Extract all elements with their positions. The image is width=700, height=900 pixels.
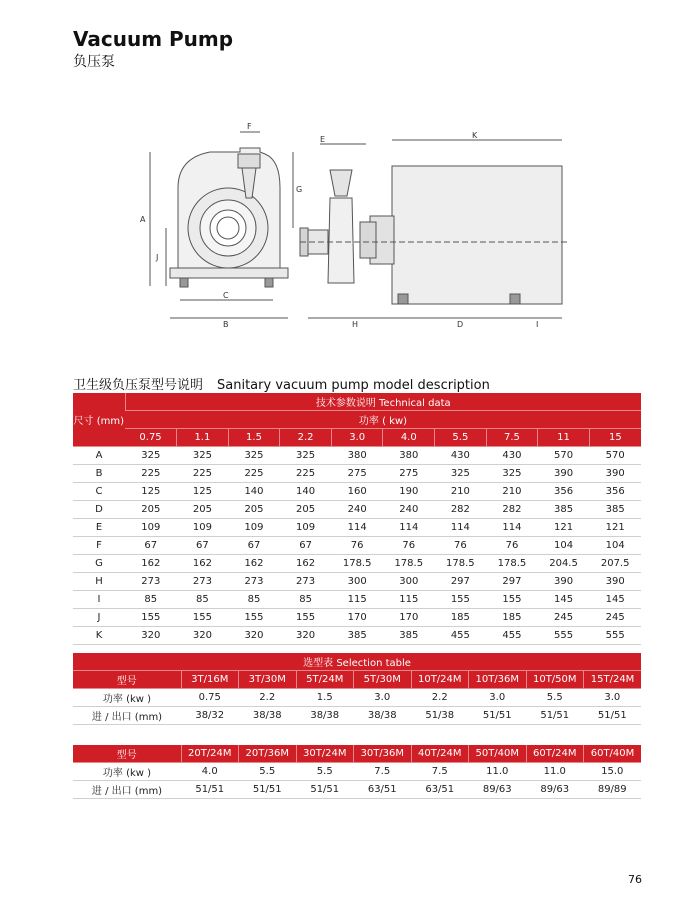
table-cell: 3.0	[469, 689, 527, 707]
pump-side-view	[300, 140, 570, 318]
table-row	[73, 689, 641, 707]
table-cell: 325	[228, 447, 280, 465]
row-label: B	[73, 465, 125, 483]
table-cell: 390	[589, 465, 641, 483]
table-cell: 51/51	[296, 781, 354, 799]
table-cell: 76	[331, 537, 383, 555]
table-cell: 162	[177, 555, 229, 573]
table-row	[73, 519, 641, 537]
table-cell: 205	[280, 501, 332, 519]
table-cell: 115	[331, 591, 383, 609]
table-cell: 3.0	[354, 689, 412, 707]
table-cell: 1.5	[296, 689, 354, 707]
selection-banner: 选型表 Selection table	[73, 653, 641, 671]
table-cell: 178.5	[486, 555, 538, 573]
table-cell: 325	[125, 447, 177, 465]
table-cell: 325	[486, 465, 538, 483]
table-cell: 190	[383, 483, 435, 501]
power-header-cell: 4.0	[383, 429, 435, 447]
table-row	[73, 555, 641, 573]
table-cell: 11.0	[469, 763, 527, 781]
model-header-label: 型号	[73, 671, 181, 689]
power-header-cell: 1.1	[177, 429, 229, 447]
table-row	[73, 591, 641, 609]
dim-label-a: A	[140, 215, 146, 224]
table-row	[73, 501, 641, 519]
table-cell: 273	[125, 573, 177, 591]
table-cell: 320	[125, 627, 177, 645]
table-row	[73, 763, 641, 781]
table-cell: 385	[589, 501, 641, 519]
model-header-cell: 10T/24M	[411, 671, 469, 689]
table-cell: 356	[589, 483, 641, 501]
table-cell: 385	[383, 627, 435, 645]
model-header-row	[73, 745, 641, 763]
table-cell: 320	[280, 627, 332, 645]
table-cell: 297	[435, 573, 487, 591]
table-row	[73, 573, 641, 591]
dim-label-j: J	[156, 253, 159, 262]
table-cell: 225	[177, 465, 229, 483]
table-cell: 178.5	[383, 555, 435, 573]
table-cell: 225	[280, 465, 332, 483]
table-cell: 390	[589, 573, 641, 591]
table-cell: 205	[177, 501, 229, 519]
model-header-cell: 5T/24M	[296, 671, 354, 689]
row-label: 进 / 出口 (mm)	[73, 781, 181, 799]
row-label: 功率 (kw )	[73, 763, 181, 781]
table-cell: 282	[486, 501, 538, 519]
table-cell: 5.5	[239, 763, 297, 781]
table-cell: 51/38	[411, 707, 469, 725]
table-row	[73, 707, 641, 725]
power-header-cell: 5.5	[435, 429, 487, 447]
table-cell: 67	[280, 537, 332, 555]
row-label: K	[73, 627, 125, 645]
table-cell: 178.5	[435, 555, 487, 573]
table-row	[73, 465, 641, 483]
power-values-row	[73, 429, 641, 447]
table-cell: 155	[280, 609, 332, 627]
table-cell: 38/32	[181, 707, 239, 725]
power-header-cell: 2.2	[280, 429, 332, 447]
row-label: F	[73, 537, 125, 555]
table-cell: 89/63	[469, 781, 527, 799]
dim-label-f: F	[247, 122, 252, 131]
power-header-cell: 7.5	[486, 429, 538, 447]
table-cell: 390	[538, 573, 590, 591]
table-cell: 114	[435, 519, 487, 537]
table-cell: 210	[435, 483, 487, 501]
table-cell: 85	[228, 591, 280, 609]
table-cell: 85	[177, 591, 229, 609]
model-header-cell: 30T/24M	[296, 745, 354, 763]
table-cell: 38/38	[239, 707, 297, 725]
model-header-cell: 10T/36M	[469, 671, 527, 689]
model-header-cell: 3T/30M	[239, 671, 297, 689]
dim-label-d: D	[457, 320, 464, 329]
power-header-cell: 11	[538, 429, 590, 447]
table-row	[73, 609, 641, 627]
table-cell: 125	[177, 483, 229, 501]
technical-banner: 技术参数说明 Technical data	[125, 393, 641, 411]
section-heading-cn: 卫生级负压泵型号说明	[73, 378, 204, 393]
table-cell: 67	[228, 537, 280, 555]
table-cell: 121	[538, 519, 590, 537]
table-cell: 245	[538, 609, 590, 627]
table-cell: 380	[383, 447, 435, 465]
row-label: J	[73, 609, 125, 627]
row-label: G	[73, 555, 125, 573]
table-cell: 170	[331, 609, 383, 627]
table-cell: 207.5	[589, 555, 641, 573]
table-cell: 2.2	[239, 689, 297, 707]
table-cell: 430	[435, 447, 487, 465]
table-cell: 273	[228, 573, 280, 591]
table-cell: 240	[331, 501, 383, 519]
table-cell: 114	[383, 519, 435, 537]
table-row	[73, 781, 641, 799]
table-cell: 300	[331, 573, 383, 591]
table-cell: 555	[589, 627, 641, 645]
table-cell: 109	[280, 519, 332, 537]
model-header-cell: 10T/50M	[526, 671, 584, 689]
table-cell: 0.75	[181, 689, 239, 707]
table-cell: 51/51	[469, 707, 527, 725]
table-cell: 178.5	[331, 555, 383, 573]
power-header-cell: 0.75	[125, 429, 177, 447]
section-heading-en: Sanitary vacuum pump model description	[217, 378, 490, 393]
table-cell: 5.5	[526, 689, 584, 707]
table-row	[73, 627, 641, 645]
table-cell: 155	[177, 609, 229, 627]
table-cell: 185	[486, 609, 538, 627]
row-label: 进 / 出口 (mm)	[73, 707, 181, 725]
pump-front-view	[150, 132, 293, 318]
table-cell: 390	[538, 465, 590, 483]
table-cell: 5.5	[296, 763, 354, 781]
table-cell: 63/51	[411, 781, 469, 799]
model-header-cell: 30T/36M	[354, 745, 412, 763]
dim-label-g: G	[296, 185, 303, 194]
dim-label-b: B	[223, 320, 229, 329]
table-cell: 240	[383, 501, 435, 519]
table-cell: 67	[177, 537, 229, 555]
power-header-cell: 1.5	[228, 429, 280, 447]
table-cell: 76	[383, 537, 435, 555]
table-cell: 570	[538, 447, 590, 465]
table-cell: 109	[177, 519, 229, 537]
table-cell: 140	[280, 483, 332, 501]
table-cell: 297	[486, 573, 538, 591]
row-label: D	[73, 501, 125, 519]
table-cell: 273	[177, 573, 229, 591]
table-cell: 430	[486, 447, 538, 465]
table-cell: 275	[383, 465, 435, 483]
table-cell: 51/51	[584, 707, 642, 725]
table-cell: 325	[280, 447, 332, 465]
table-cell: 4.0	[181, 763, 239, 781]
table-cell: 15.0	[584, 763, 642, 781]
table-cell: 51/51	[526, 707, 584, 725]
table-cell: 125	[125, 483, 177, 501]
table-cell: 104	[538, 537, 590, 555]
size-label: 尺寸 (mm)	[73, 393, 125, 447]
model-header-cell: 50T/40M	[469, 745, 527, 763]
table-cell: 109	[125, 519, 177, 537]
table-cell: 76	[486, 537, 538, 555]
table-cell: 3.0	[584, 689, 642, 707]
table-row	[73, 537, 641, 555]
model-header-label: 型号	[73, 745, 181, 763]
table-cell: 38/38	[354, 707, 412, 725]
row-label: A	[73, 447, 125, 465]
table-cell: 89/89	[584, 781, 642, 799]
table-row	[73, 447, 641, 465]
table-cell: 76	[435, 537, 487, 555]
table-cell: 300	[383, 573, 435, 591]
table-cell: 114	[486, 519, 538, 537]
table-cell: 225	[125, 465, 177, 483]
table-cell: 89/63	[526, 781, 584, 799]
table-cell: 225	[228, 465, 280, 483]
dim-label-e: E	[320, 135, 326, 144]
model-header-cell: 3T/16M	[181, 671, 239, 689]
table-cell: 85	[125, 591, 177, 609]
selection-table-1	[73, 653, 641, 725]
table-cell: 155	[228, 609, 280, 627]
table-cell: 115	[383, 591, 435, 609]
table-cell: 455	[486, 627, 538, 645]
row-label: 功率 (kw )	[73, 689, 181, 707]
model-header-cell: 20T/36M	[239, 745, 297, 763]
power-header-cell: 15	[589, 429, 641, 447]
table-cell: 51/51	[239, 781, 297, 799]
table-banner-row	[73, 393, 641, 411]
table-cell: 570	[589, 447, 641, 465]
table-cell: 320	[177, 627, 229, 645]
table-cell: 2.2	[411, 689, 469, 707]
model-header-cell: 40T/24M	[411, 745, 469, 763]
table-cell: 380	[331, 447, 383, 465]
table-cell: 121	[589, 519, 641, 537]
table-cell: 325	[435, 465, 487, 483]
table-cell: 160	[331, 483, 383, 501]
section-heading	[73, 374, 490, 393]
table-cell: 320	[228, 627, 280, 645]
table-cell: 155	[486, 591, 538, 609]
dim-label-h: H	[352, 320, 359, 329]
model-header-cell: 15T/24M	[584, 671, 642, 689]
table-cell: 385	[331, 627, 383, 645]
table-cell: 455	[435, 627, 487, 645]
table-cell: 245	[589, 609, 641, 627]
table-cell: 273	[280, 573, 332, 591]
table-cell: 385	[538, 501, 590, 519]
table-cell: 282	[435, 501, 487, 519]
table-cell: 7.5	[354, 763, 412, 781]
model-header-cell: 20T/24M	[181, 745, 239, 763]
row-label: H	[73, 573, 125, 591]
table-cell: 109	[228, 519, 280, 537]
dim-label-c: C	[223, 291, 229, 300]
table-cell: 170	[383, 609, 435, 627]
power-label-row	[73, 411, 641, 429]
table-cell: 155	[125, 609, 177, 627]
table-cell: 38/38	[296, 707, 354, 725]
selection-table-2	[73, 745, 641, 799]
table-cell: 210	[486, 483, 538, 501]
row-label: I	[73, 591, 125, 609]
table-cell: 145	[538, 591, 590, 609]
model-header-cell: 60T/24M	[526, 745, 584, 763]
table-cell: 104	[589, 537, 641, 555]
row-label: E	[73, 519, 125, 537]
power-label: 功率 ( kw)	[125, 411, 641, 429]
dim-label-i: I	[536, 320, 539, 329]
technical-data-table	[73, 393, 641, 645]
dim-label-k: K	[472, 131, 478, 140]
table-cell: 205	[228, 501, 280, 519]
table-cell: 185	[435, 609, 487, 627]
table-cell: 114	[331, 519, 383, 537]
table-cell: 67	[125, 537, 177, 555]
table-cell: 85	[280, 591, 332, 609]
table-cell: 145	[589, 591, 641, 609]
table-cell: 51/51	[181, 781, 239, 799]
table-cell: 140	[228, 483, 280, 501]
power-header-cell: 3.0	[331, 429, 383, 447]
page-number: 76	[628, 873, 642, 886]
model-header-row	[73, 671, 641, 689]
row-label: C	[73, 483, 125, 501]
table-cell: 325	[177, 447, 229, 465]
page-title: Vacuum Pump	[73, 27, 234, 51]
pump-drawing	[130, 118, 590, 338]
table-cell: 162	[125, 555, 177, 573]
table-cell: 555	[538, 627, 590, 645]
table-cell: 275	[331, 465, 383, 483]
model-header-cell: 60T/40M	[584, 745, 642, 763]
table-cell: 204.5	[538, 555, 590, 573]
table-cell: 7.5	[411, 763, 469, 781]
selection-banner-row	[73, 653, 641, 671]
model-header-cell: 5T/30M	[354, 671, 412, 689]
table-row	[73, 483, 641, 501]
table-cell: 155	[435, 591, 487, 609]
table-cell: 63/51	[354, 781, 412, 799]
table-cell: 205	[125, 501, 177, 519]
table-cell: 162	[228, 555, 280, 573]
table-cell: 11.0	[526, 763, 584, 781]
page-subtitle: 负压泵	[73, 54, 115, 70]
table-cell: 162	[280, 555, 332, 573]
table-cell: 356	[538, 483, 590, 501]
